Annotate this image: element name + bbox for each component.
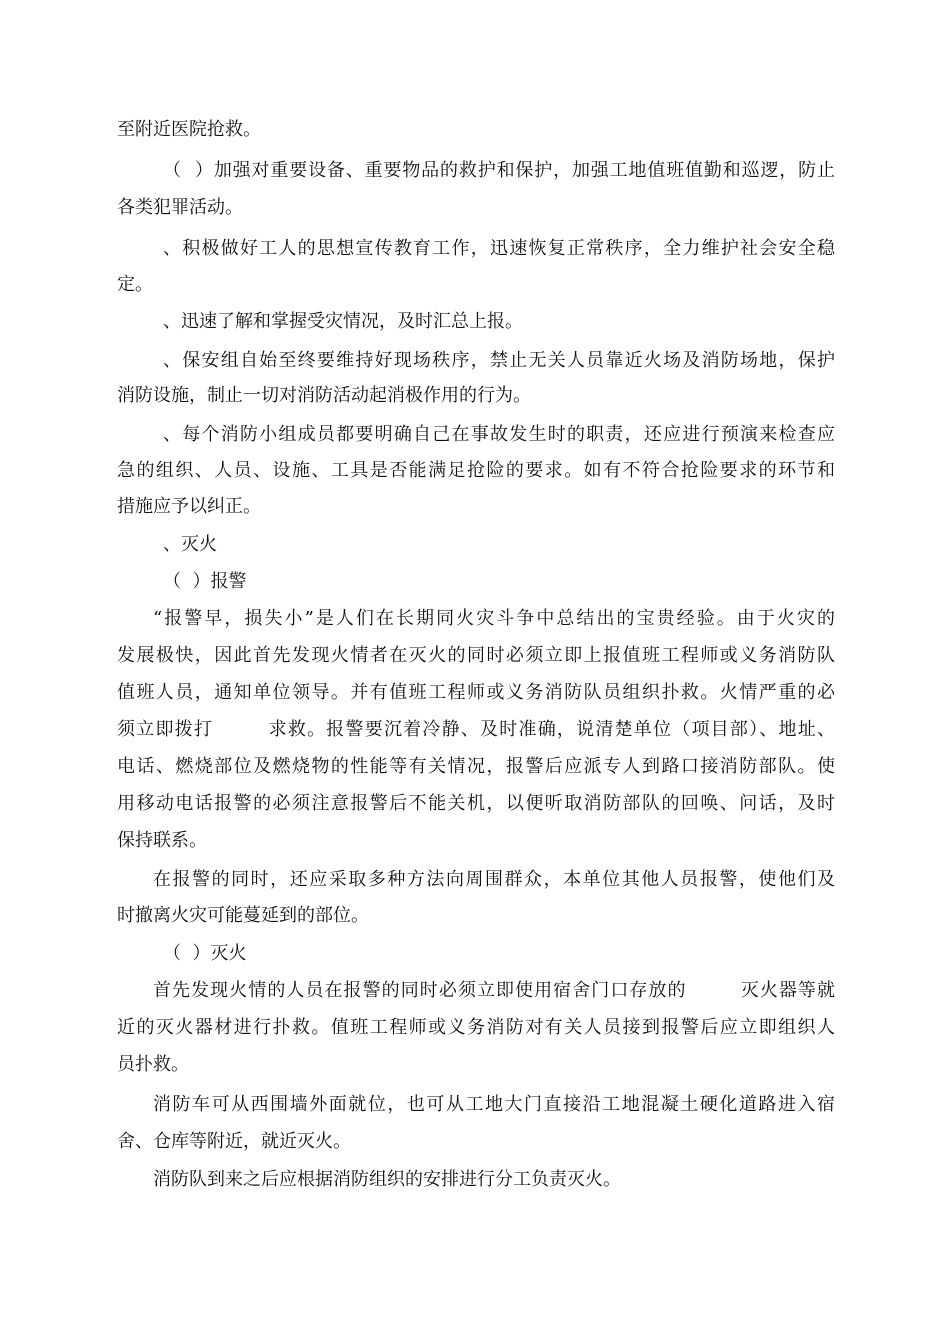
text-line: “报警早，损失小”是人们在长期同火灾斗争中总结出的宝贵经验。由于火灾的 xyxy=(153,608,835,629)
text-line: 、保安组自始至终要维持好现场秩序，禁止无关人员靠近火场及消防场地，保护 xyxy=(163,350,835,371)
text-line: 电话、燃烧部位及燃烧物的性能等有关情况，报警后应派专人到路口接消防部队。使 xyxy=(117,756,835,777)
text-line: 保持联系。 xyxy=(117,830,207,851)
text-line: 至附近医院抢救。 xyxy=(117,119,261,140)
text-line: 、迅速了解和掌握受灾情况，及时汇总上报。 xyxy=(163,311,523,332)
text-line: （ ）加强对重要设备、重要物品的救护和保护，加强工地值班值勤和巡逻，防止 xyxy=(163,160,835,181)
text-line: 时撤离火灾可能蔓延到的部位。 xyxy=(117,905,369,926)
text-line: 消防设施，制止一切对消防活动起消极作用的行为。 xyxy=(117,385,531,406)
text-line: 急的组织、人员、设施、工具是否能满足抢险的要求。如有不符合抢险要求的环节和 xyxy=(117,460,835,481)
text-line: 员扑救。 xyxy=(117,1054,189,1075)
text-line: 、积极做好工人的思想宣传教育工作，迅速恢复正常秩序，全力维护社会安全稳 xyxy=(163,238,835,259)
text-line: 、每个消防小组成员都要明确自己在事故发生时的职责，还应进行预演来检查应 xyxy=(163,424,835,445)
text-line: 各类犯罪活动。 xyxy=(117,197,243,218)
text-line: 消防车可从西围墙外面就位，也可从工地大门直接沿工地混凝土硬化道路进入宿 xyxy=(153,1094,835,1115)
text-line: （ ）灭火 xyxy=(163,943,247,964)
text-line: 舍、仓库等附近，就近灭火。 xyxy=(117,1131,351,1152)
text-line: 措施应予以纠正。 xyxy=(117,496,261,517)
text-line: 用移动电话报警的必须注意报警后不能关机，以便听取消防部队的回唤、问话，及时 xyxy=(117,793,835,814)
text-line: 首先发现火情的人员在报警的同时必须立即使用宿舍门口存放的 灭火器等就 xyxy=(153,980,835,1001)
text-line: 须立即拨打 求救。报警要沉着冷静、及时准确，说清楚单位（项目部）、地址、 xyxy=(117,719,835,740)
text-line: 发展极快，因此首先发现火情者在灭火的同时必须立即上报值班工程师或义务消防队 xyxy=(117,645,835,666)
text-line: 定。 xyxy=(117,274,153,295)
text-line: 、灭火 xyxy=(163,534,217,555)
text-line: 近的灭火器材进行扑救。值班工程师或义务消防对有关人员接到报警后应立即组织人 xyxy=(117,1017,835,1038)
text-line: 在报警的同时，还应采取多种方法向周围群众，本单位其他人员报警，使他们及 xyxy=(153,869,835,890)
text-line: 消防队到来之后应根据消防组织的安排进行分工负责灭火。 xyxy=(153,1169,621,1190)
text-line: （ ）报警 xyxy=(163,571,247,592)
text-line: 值班人员，通知单位领导。并有值班工程师或义务消防队员组织扑救。火情严重的必 xyxy=(117,682,835,703)
